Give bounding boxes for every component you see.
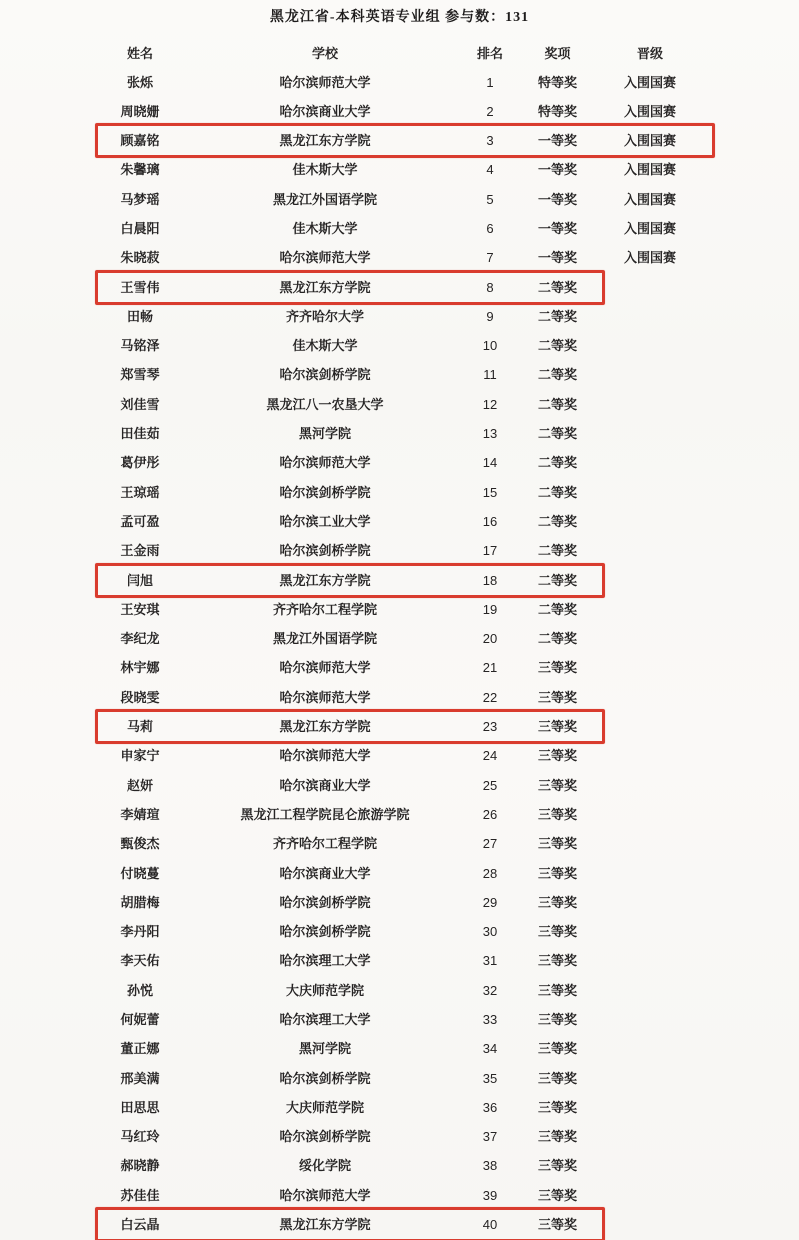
- cell-promotion: 入围国赛: [623, 74, 676, 90]
- column-header-rank: 排名: [476, 45, 503, 61]
- table-row-rank-10: [90, 332, 715, 361]
- cell-name: 王琼瑶: [120, 484, 160, 500]
- cell-rank: 25: [482, 777, 498, 793]
- cell-name: 白晨阳: [120, 220, 160, 236]
- cell-name: 田思思: [120, 1099, 160, 1115]
- table-row-rank-19: [90, 595, 715, 624]
- cell-name: 林宇娜: [120, 660, 160, 676]
- cell-rank: 5: [486, 191, 494, 207]
- cell-award: 三等奖: [537, 1129, 577, 1145]
- cell-name: 周晓姗: [120, 103, 160, 119]
- cell-rank: 20: [482, 631, 498, 647]
- cell-promotion: 入围国赛: [623, 250, 676, 266]
- table-row-rank-35: [90, 1064, 715, 1093]
- cell-school: 黑河学院: [298, 1041, 351, 1057]
- cell-award: 三等奖: [537, 1012, 577, 1027]
- cell-award: 三等奖: [537, 748, 577, 764]
- cell-award: 二等奖: [537, 338, 577, 354]
- cell-school: 黑龙江工程学院昆仑旅游学院: [240, 806, 410, 822]
- cell-rank: 39: [482, 1187, 498, 1203]
- table-row-rank-27: [90, 830, 715, 859]
- table-row-rank-20: [90, 625, 715, 654]
- column-header-promotion: 晋级: [636, 45, 663, 61]
- cell-school: 齐齐哈尔工程学院: [272, 601, 377, 617]
- cell-award: 特等奖: [537, 74, 577, 90]
- table-row-rank-4: [90, 156, 715, 185]
- cell-school: 哈尔滨师范大学: [279, 250, 371, 266]
- cell-name: 付晓蔓: [120, 865, 160, 881]
- cell-name: 郑雪琴: [120, 367, 160, 383]
- cell-rank: 31: [482, 953, 498, 969]
- cell-promotion: 入围国赛: [623, 103, 676, 119]
- cell-rank: 22: [482, 689, 498, 705]
- cell-school: 哈尔滨工业大学: [279, 513, 371, 529]
- cell-rank: 10: [482, 338, 498, 354]
- cell-school: 齐齐哈尔大学: [285, 308, 364, 324]
- cell-award: 二等奖: [537, 631, 577, 647]
- cell-school: 哈尔滨商业大学: [279, 777, 371, 793]
- cell-school: 大庆师范学院: [285, 982, 364, 998]
- table-row-rank-30: [90, 918, 715, 947]
- cell-school: 黑龙江东方学院: [279, 279, 371, 295]
- cell-rank: 29: [482, 894, 498, 910]
- cell-rank: 7: [486, 250, 494, 266]
- cell-rank: 24: [482, 748, 498, 764]
- cell-rank: 18: [482, 572, 498, 588]
- cell-name: 孙悦: [126, 982, 153, 998]
- cell-rank: 4: [486, 162, 494, 178]
- cell-name: 田佳茹: [120, 426, 160, 442]
- cell-award: 二等奖: [537, 572, 577, 588]
- table-row-rank-24: [90, 742, 715, 771]
- cell-school: 哈尔滨剑桥学院: [279, 894, 371, 910]
- cell-award: 一等奖: [537, 191, 577, 207]
- table-row-rank-29: [90, 888, 715, 917]
- cell-school: 哈尔滨师范大学: [279, 1187, 371, 1203]
- cell-award: 二等奖: [537, 426, 577, 442]
- table-row-rank-9: [90, 302, 715, 331]
- cell-award: 三等奖: [537, 865, 577, 881]
- cell-rank: 37: [482, 1129, 498, 1145]
- cell-school: 哈尔滨商业大学: [279, 103, 371, 119]
- cell-award: 三等奖: [537, 1158, 577, 1174]
- cell-school: 哈尔滨剑桥学院: [279, 367, 371, 383]
- cell-award: 二等奖: [537, 601, 577, 617]
- cell-school: 佳木斯大学: [292, 162, 358, 178]
- cell-rank: 28: [482, 865, 498, 881]
- table-row-rank-37: [90, 1123, 715, 1152]
- cell-award: 三等奖: [537, 894, 577, 910]
- table-header-row: [90, 40, 715, 68]
- table-row-rank-38: [90, 1152, 715, 1181]
- cell-award: 二等奖: [537, 455, 577, 471]
- cell-name: 顾嘉铭: [120, 133, 160, 149]
- cell-name: 葛伊彤: [120, 455, 160, 471]
- table-row-rank-40: [90, 1211, 715, 1240]
- cell-rank: 33: [482, 1012, 498, 1027]
- table-row-rank-17: [90, 537, 715, 566]
- cell-school: 绥化学院: [298, 1158, 351, 1174]
- cell-name: 李丹阳: [120, 924, 160, 940]
- cell-award: 三等奖: [537, 1070, 577, 1086]
- cell-award: 三等奖: [537, 1041, 577, 1057]
- cell-rank: 8: [486, 279, 494, 295]
- cell-name: 白云晶: [120, 1217, 160, 1233]
- cell-promotion: 入围国赛: [623, 162, 676, 178]
- cell-school: 黑龙江东方学院: [279, 133, 371, 149]
- table-row-rank-6: [90, 214, 715, 243]
- cell-promotion: 入围国赛: [623, 133, 676, 149]
- cell-school: 黑龙江东方学院: [279, 572, 371, 588]
- cell-school: 大庆师范学院: [285, 1099, 364, 1115]
- table-row-rank-32: [90, 976, 715, 1005]
- cell-school: 哈尔滨剑桥学院: [279, 924, 371, 940]
- table-row-rank-34: [90, 1035, 715, 1064]
- cell-rank: 38: [482, 1158, 498, 1174]
- table-row-rank-11: [90, 361, 715, 390]
- cell-award: 三等奖: [537, 1187, 577, 1203]
- cell-name: 马莉: [126, 719, 153, 735]
- cell-name: 何妮蕾: [120, 1012, 160, 1027]
- cell-name: 王安琪: [120, 601, 160, 617]
- cell-award: 二等奖: [537, 543, 577, 559]
- cell-name: 马红玲: [120, 1129, 160, 1145]
- cell-award: 二等奖: [537, 367, 577, 383]
- cell-award: 三等奖: [537, 982, 577, 998]
- cell-award: 三等奖: [537, 1217, 577, 1233]
- cell-name: 邢美满: [120, 1070, 160, 1086]
- cell-school: 齐齐哈尔工程学院: [272, 836, 377, 852]
- table-row-rank-13: [90, 420, 715, 449]
- table-row-rank-28: [90, 859, 715, 888]
- cell-award: 三等奖: [537, 1099, 577, 1115]
- cell-rank: 36: [482, 1099, 498, 1115]
- cell-rank: 13: [482, 426, 498, 442]
- cell-award: 三等奖: [537, 719, 577, 735]
- cell-school: 黑龙江八一农垦大学: [266, 396, 384, 412]
- cell-award: 三等奖: [537, 689, 577, 705]
- table-body: [90, 68, 715, 1240]
- cell-name: 段晓雯: [120, 689, 160, 705]
- cell-award: 二等奖: [537, 513, 577, 529]
- cell-award: 一等奖: [537, 133, 577, 149]
- table-row-rank-16: [90, 507, 715, 536]
- cell-rank: 34: [482, 1041, 498, 1057]
- cell-name: 胡腊梅: [120, 894, 160, 910]
- cell-name: 赵妍: [126, 777, 153, 793]
- table-row-rank-12: [90, 390, 715, 419]
- cell-name: 田畅: [126, 308, 153, 324]
- cell-promotion: 入围国赛: [623, 220, 676, 236]
- cell-rank: 27: [482, 836, 498, 852]
- cell-name: 孟可盈: [120, 513, 160, 529]
- cell-award: 三等奖: [537, 836, 577, 852]
- cell-school: 黑河学院: [298, 426, 351, 442]
- cell-rank: 15: [482, 484, 498, 500]
- cell-name: 郝晓静: [120, 1158, 160, 1174]
- cell-name: 刘佳雪: [120, 396, 160, 412]
- table-row-rank-36: [90, 1093, 715, 1122]
- cell-award: 三等奖: [537, 806, 577, 822]
- cell-award: 二等奖: [537, 484, 577, 500]
- table-row-rank-18: [90, 566, 715, 595]
- cell-award: 二等奖: [537, 308, 577, 324]
- cell-award: 三等奖: [537, 660, 577, 676]
- cell-name: 李纪龙: [120, 631, 160, 647]
- cell-school: 哈尔滨师范大学: [279, 74, 371, 90]
- results-table: [90, 40, 715, 1240]
- cell-school: 哈尔滨剑桥学院: [279, 1129, 371, 1145]
- page-title: 黑龙江省-本科英语专业组 参与数：131: [269, 10, 530, 25]
- cell-rank: 12: [482, 396, 498, 412]
- cell-school: 黑龙江外国语学院: [272, 191, 377, 207]
- table-row-rank-33: [90, 1006, 715, 1035]
- cell-school: 哈尔滨剑桥学院: [279, 484, 371, 500]
- cell-rank: 11: [483, 367, 497, 383]
- column-header-name: 姓名: [126, 45, 153, 61]
- cell-award: 特等奖: [537, 103, 577, 119]
- cell-name: 马梦瑶: [120, 191, 160, 207]
- cell-name: 李婧瑄: [120, 806, 160, 822]
- table-row-rank-25: [90, 771, 715, 800]
- cell-school: 哈尔滨剑桥学院: [279, 1070, 371, 1086]
- cell-school: 哈尔滨理工大学: [279, 953, 371, 969]
- cell-rank: 21: [482, 660, 498, 676]
- cell-name: 王金雨: [120, 543, 160, 559]
- cell-school: 黑龙江外国语学院: [272, 631, 377, 647]
- cell-rank: 9: [486, 308, 494, 324]
- cell-name: 李天佑: [120, 953, 160, 969]
- cell-rank: 30: [482, 924, 498, 940]
- cell-rank: 2: [486, 103, 494, 119]
- cell-name: 马铭泽: [120, 338, 160, 354]
- cell-name: 闫旭: [126, 572, 153, 588]
- cell-school: 佳木斯大学: [292, 338, 358, 354]
- cell-school: 哈尔滨师范大学: [279, 660, 371, 676]
- cell-school: 黑龙江东方学院: [279, 1217, 371, 1233]
- cell-rank: 19: [482, 601, 498, 617]
- table-row-rank-1: [90, 68, 715, 97]
- table-row-rank-23: [90, 713, 715, 742]
- table-row-rank-39: [90, 1181, 715, 1210]
- cell-school: 哈尔滨商业大学: [279, 865, 371, 881]
- cell-rank: 16: [482, 513, 498, 529]
- table-row-rank-15: [90, 478, 715, 507]
- cell-school: 哈尔滨师范大学: [279, 455, 371, 471]
- table-row-rank-14: [90, 449, 715, 478]
- table-row-rank-31: [90, 947, 715, 976]
- cell-rank: 6: [486, 220, 494, 236]
- cell-name: 张烁: [126, 74, 153, 90]
- table-row-rank-3: [90, 127, 715, 156]
- column-header-award: 奖项: [544, 45, 571, 61]
- table-row-rank-8: [90, 273, 715, 302]
- cell-award: 一等奖: [537, 162, 577, 178]
- cell-name: 王雪伟: [120, 279, 160, 295]
- cell-school: 哈尔滨理工大学: [279, 1012, 371, 1027]
- cell-award: 三等奖: [537, 777, 577, 793]
- cell-school: 哈尔滨剑桥学院: [279, 543, 371, 559]
- cell-rank: 3: [486, 133, 494, 149]
- cell-rank: 32: [482, 982, 498, 998]
- cell-rank: 14: [482, 455, 498, 471]
- table-row-rank-26: [90, 800, 715, 829]
- cell-award: 二等奖: [537, 396, 577, 412]
- cell-name: 苏佳佳: [120, 1187, 160, 1203]
- cell-rank: 17: [482, 543, 498, 559]
- cell-award: 二等奖: [537, 279, 577, 295]
- cell-name: 董正娜: [120, 1041, 160, 1057]
- table-row-rank-7: [90, 244, 715, 273]
- column-header-school: 学校: [311, 45, 338, 61]
- cell-rank: 26: [482, 806, 498, 822]
- cell-award: 三等奖: [537, 953, 577, 969]
- cell-name: 朱晓菽: [120, 250, 160, 266]
- table-row-rank-2: [90, 97, 715, 126]
- cell-school: 佳木斯大学: [292, 220, 358, 236]
- cell-rank: 35: [482, 1070, 498, 1086]
- cell-rank: 23: [482, 719, 498, 735]
- table-row-rank-21: [90, 654, 715, 683]
- cell-name: 朱馨璃: [120, 162, 160, 178]
- cell-promotion: 入围国赛: [623, 191, 676, 207]
- cell-school: 哈尔滨师范大学: [279, 689, 371, 705]
- cell-name: 申家宁: [120, 748, 160, 764]
- cell-school: 黑龙江东方学院: [279, 719, 371, 735]
- cell-name: 甄俊杰: [120, 836, 160, 852]
- cell-award: 一等奖: [537, 250, 577, 266]
- cell-award: 三等奖: [537, 924, 577, 940]
- cell-rank: 40: [482, 1217, 498, 1233]
- cell-award: 一等奖: [537, 220, 577, 236]
- cell-rank: 1: [486, 74, 494, 90]
- cell-school: 哈尔滨师范大学: [279, 748, 371, 764]
- table-row-rank-5: [90, 185, 715, 214]
- table-row-rank-22: [90, 683, 715, 712]
